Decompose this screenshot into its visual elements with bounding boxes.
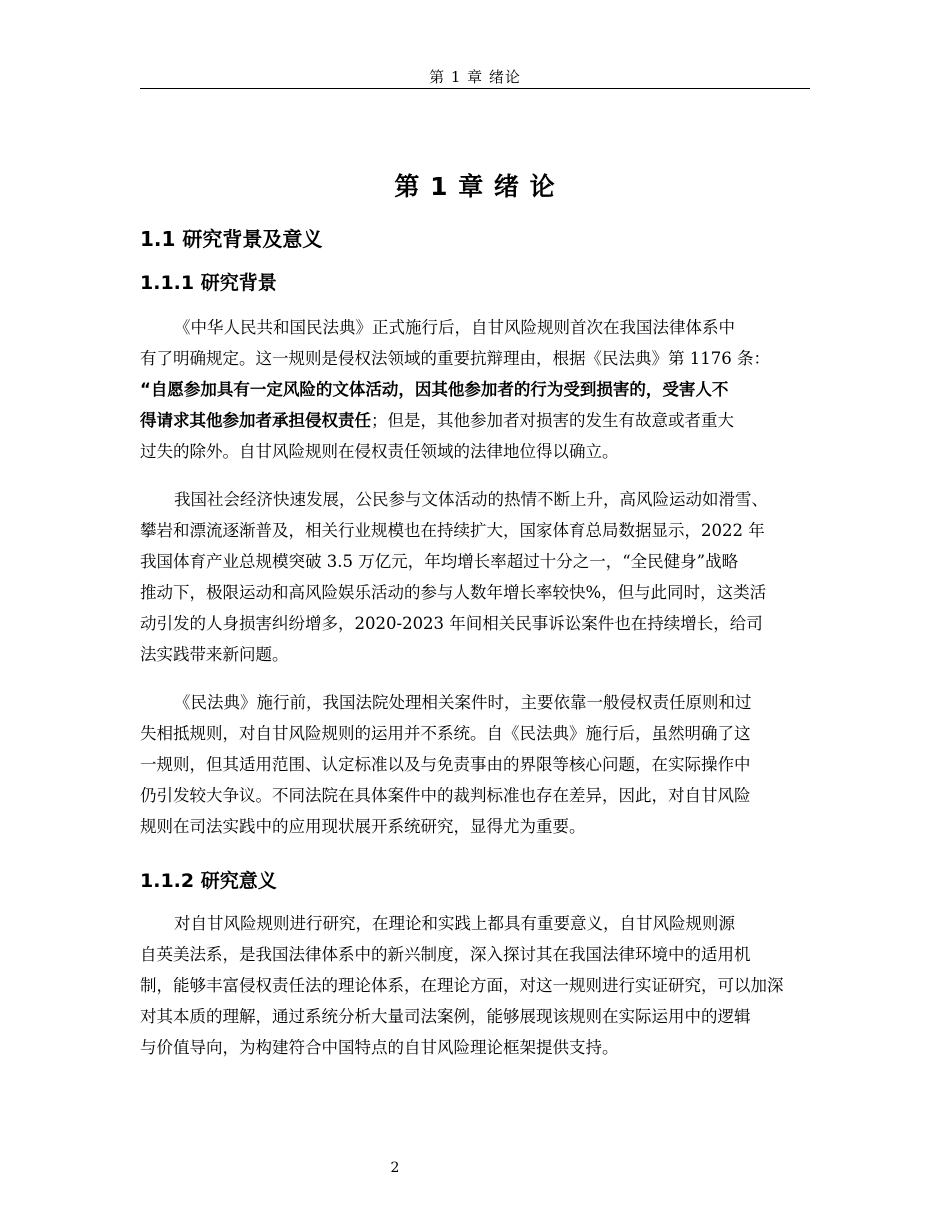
- text-line: 制，能够丰富侵权责任法的理论体系，在理论方面，对这一规则进行实证研究，可以加深: [140, 976, 784, 995]
- text-span: ；但是，其他参加者对损害的发生有故意或者重大: [371, 411, 734, 430]
- text-line: 推动下，极限运动和高风险娱乐活动的参与人数年增长率较快%，但与此同时，这类活: [140, 583, 767, 602]
- paragraph-significance-1: [140, 908, 812, 1063]
- text-line: 对其本质的理解，通过系统分析大量司法案例，能够展现该规则在实际运用中的逻辑: [140, 1007, 751, 1026]
- text-line: 攀岩和漂流逐渐普及，相关行业规模也在持续扩大，国家体育总局数据显示，2022 年: [140, 521, 765, 540]
- running-header: 第 1 章 绪论: [429, 68, 521, 86]
- text-line: 自英美法系，是我国法律体系中的新兴制度，深入探讨其在我国法律环境中的适用机: [140, 945, 751, 964]
- text-line: 失相抵规则，对自甘风险规则的运用并不系统。自《民法典》施行后，虽然明确了这: [140, 724, 751, 743]
- paragraph-background-1: [140, 312, 812, 467]
- section-heading-1-1-1: 1.1.1 研究背景: [140, 272, 277, 294]
- section-heading-1-1-2: 1.1.2 研究意义: [140, 870, 277, 892]
- paragraph-background-2: [140, 484, 812, 670]
- text-line: [140, 405, 812, 436]
- chapter-title: 第 1 章 绪 论: [394, 172, 556, 201]
- civil-code-quote: “自愿参加具有一定风险的文体活动，因其他参加者的行为受到损害的，受害人不: [140, 380, 729, 399]
- text-line: 一规则，但其适用范围、认定标准以及与免责事由的界限等核心问题，在实际操作中: [140, 755, 751, 774]
- section-heading-1-1: 1.1 研究背景及意义: [140, 227, 323, 251]
- text-line: 与价值导向，为构建符合中国特点的自甘风险理论框架提供支持。: [140, 1038, 619, 1057]
- civil-code-quote: 得请求其他参加者承担侵权责任: [140, 411, 371, 430]
- text-line: 过失的除外。自甘风险规则在侵权责任领域的法律地位得以确立。: [140, 442, 619, 461]
- text-line: 有了明确规定。这一规则是侵权法领域的重要抗辩理由，根据《民法典》第 1176 条：: [140, 349, 770, 368]
- text-line: 对自甘风险规则进行研究，在理论和实践上都具有重要意义，自甘风险规则源: [174, 914, 735, 933]
- text-line: 仍引发较大争议。不同法院在具体案件中的裁判标准也存在差异，因此，对自甘风险: [140, 786, 751, 805]
- page-number: 2: [390, 1160, 400, 1176]
- text-line: 《民法典》施行前，我国法院处理相关案件时，主要依靠一般侵权责任原则和过: [174, 693, 752, 712]
- text-line: 动引发的人身损害纠纷增多，2020-2023 年间相关民事诉讼案件也在持续增长，给司: [140, 614, 763, 633]
- text-line: 我国体育产业总规模突破 3.5 万亿元，年均增长率超过十分之一，“全民健身”战略: [140, 552, 739, 571]
- text-line: 我国社会经济快速发展，公民参与文体活动的热情不断上升，高风险运动如滑雪、: [174, 490, 768, 509]
- text-line: 法实践带来新问题。: [140, 645, 289, 664]
- header-rule: [140, 88, 810, 89]
- text-line: 《中华人民共和国民法典》正式施行后，自甘风险规则首次在我国法律体系中: [174, 318, 735, 337]
- text-line: 规则在司法实践中的应用现状展开系统研究，显得尤为重要。: [140, 817, 586, 836]
- paragraph-background-3: [140, 687, 812, 842]
